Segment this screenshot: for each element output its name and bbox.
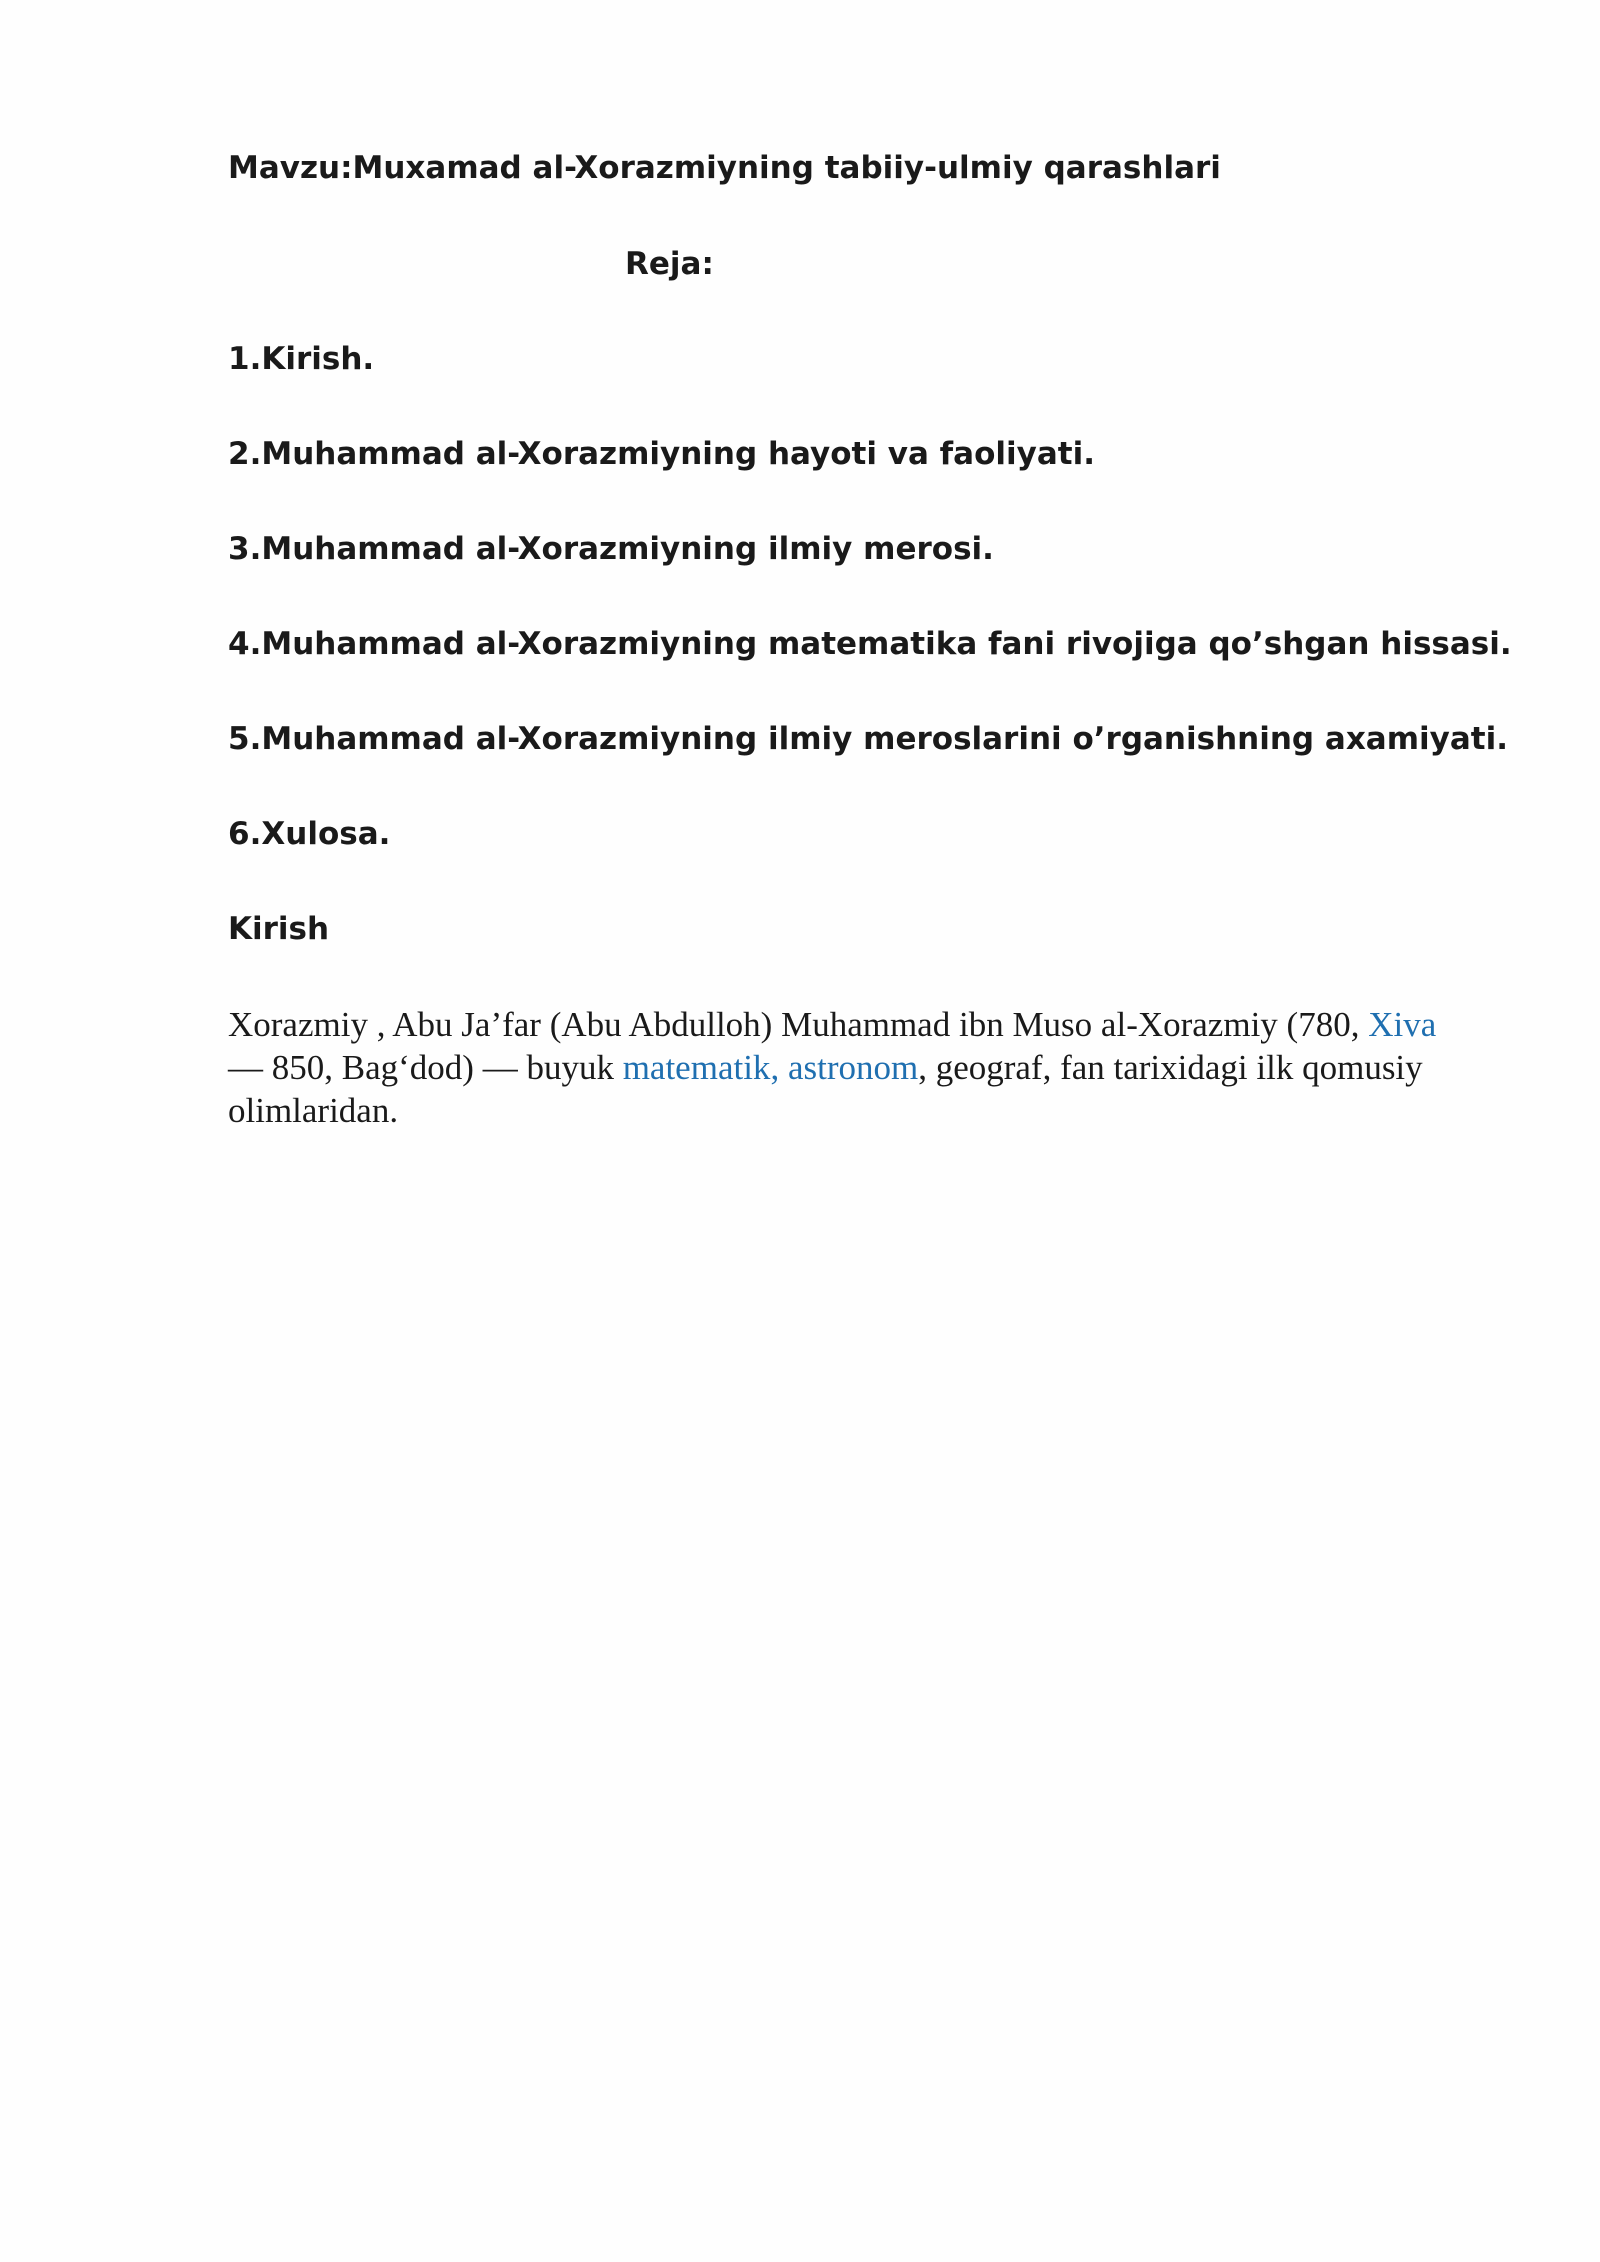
document-title: Mavzu:Muxamad al-Xorazmiyning tabiiy-ulmiy qarashlari [228,150,1221,186]
document-content [228,148,1512,1132]
link-astronom[interactable]: astronom [787,1048,919,1087]
plan-item-kirish: 1.Kirish. [228,341,375,377]
plan-item-matematika: 4.Muhammad al-Xorazmiyning matematika fani rivojiga qo’shgan hissasi. [228,626,1512,662]
paragraph-text-3: , geograf, fan tarixidagi ilk qomusiy olimlaridan. [228,1048,1423,1130]
plan-item-ilmiy-merosi: 3.Muhammad al-Xorazmiyning ilmiy merosi. [228,531,994,567]
plan-item-xulosa: 6.Xulosa. [228,816,391,852]
plan-label: Reja: [625,246,714,282]
link-separator: , [770,1048,788,1087]
link-xiva[interactable]: Xiva [1368,1005,1437,1044]
plan-item-hayoti: 2.Muhammad al-Xorazmiyning hayoti va faoliyati. [228,436,1095,472]
plan-item-axamiyati: 5.Muhammad al-Xorazmiyning ilmiy meroslarini o’rganishning axamiyati. [228,721,1509,757]
paragraph-text-2: — 850, Bag‘dod) — buyuk [228,1048,623,1087]
paragraph-text-1: Xorazmiy , Abu Ja’far (Abu Abdulloh) Muhammad ibn Muso al-Xorazmiy (780, [228,1005,1369,1044]
intro-paragraph [228,1003,1468,1132]
plan-list [228,339,1512,854]
link-matematik[interactable]: matematik [622,1048,771,1087]
section-heading-kirish: Kirish [228,911,330,947]
